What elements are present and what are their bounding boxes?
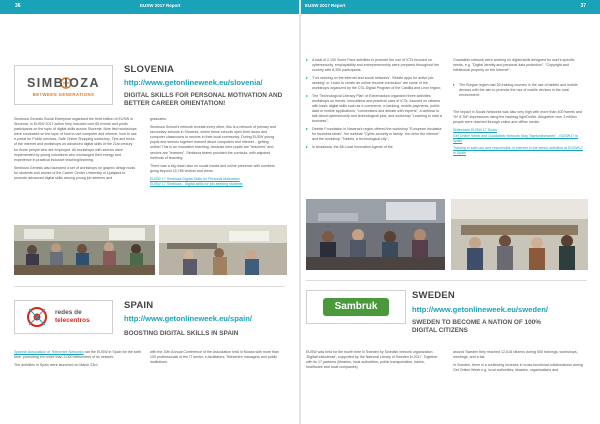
slovenia-heading: SLOVENIA <box>124 64 175 75</box>
spain-column-1 <box>14 350 144 371</box>
spain-activities-list-2 <box>453 83 586 101</box>
right-page <box>301 0 600 424</box>
list-item: The 'Technological Literacy Plan' of Extremadura organized three activities: workshops on trends, innovations and practical uses of ICTs, focused on citizens with basic digital skills such as e-commerce, e-banking, mobile payments, public data or mobile applications; "connections and debate with experts", a webinar to talk about cybersecurity and technological jobs, and workshop "Learning to start a business"; <box>306 94 442 124</box>
spain-subtitle: BOOSTING DIGITAL SKILLS IN SPAIN <box>124 330 239 337</box>
meeting-photo-image <box>451 199 588 270</box>
spain-paragraph: with the 10th Annual Conference of the Association held in Murcia with more than 100 professionals of the IT sector, e-facilitators, Telecentre managers and public institutions. <box>150 350 280 365</box>
spain-link[interactable]: Training in safe use and responsible of Internet in the senior activities at EUSW17 in Spain <box>453 145 583 155</box>
sambruk-logo-text: Sambruk <box>323 298 389 316</box>
right-page-header <box>301 0 600 14</box>
workshop-photo-image <box>14 225 155 275</box>
right-page-number: 37 <box>580 3 586 9</box>
spain-link[interactable]: Slideshare EUSW 17 Spain <box>453 128 497 133</box>
sweden-subtitle <box>412 319 541 335</box>
telecentros-logo-text: redes de <box>55 309 82 316</box>
list-item: The Burgos region had 26 training courses in the use of tablets and mobile devices with the aim to promote the use of mobile devices in the rural environment. <box>453 83 586 98</box>
spain-heading: SPAIN <box>124 300 154 311</box>
spain-url[interactable]: http://www.getonlineweek.eu/spain/ <box>124 314 252 323</box>
telecentros-logo-mark <box>23 303 51 331</box>
sweden-subtitle-line-1: SWEDEN TO BECOME A NATION OF 100% <box>412 319 541 326</box>
slovenia-paragraph: There was a big reach also on social media and online presence with numbers going beyond 15,786 visitors and views. <box>150 163 275 173</box>
left-page-header <box>0 0 299 14</box>
left-page <box>0 0 299 424</box>
sweden-paragraph: around Sweden they reached 12,618 citizens during 500 trainings, workshops, meetings, and a fair. <box>453 350 578 360</box>
spain-conference-photo-1 <box>306 199 445 270</box>
sambruk-logo <box>306 290 406 324</box>
conference-photo-image <box>306 199 445 270</box>
right-page-header-title: EUSW 2017 Report <box>305 3 346 8</box>
slovenia-video-link-2[interactable]: EUSW 17 Simbioza - Digital skills for job-seeking students <box>150 182 243 187</box>
left-page-header-title: EUSW 2017 Report <box>140 3 181 8</box>
spain-paragraph: Guadalinfo network were working on digital skills designed for user's specific needs, e.g. "Digital identity and personal data protection", "Copyright and intellectual property on the Internet". <box>453 58 575 73</box>
sweden-paragraph: EUSW was held for the fourth time in Sweden by Swedish network organization 'Digitalt inkluderad', supported by the National Library of Sweden in 2017. Together with its 17 partners (libraries, local authorities, public transportation, banks, healthcare and local companies) <box>306 350 438 370</box>
slovenia-paragraph: Simbioza Genesis Social Enterprise organised the third edition of EUSW in Slovenia. In EUSW 2017 action they included over 65 events and youth participants on the topic of digital skills across Slovenia. Nine field workshops were conducted on the topic of how to use computer and internet, how to use e-portal for Public services, Safe Online Shopping workshop, Tips and tricks of the internet and workshops on advanced digital skills of the 21st century for those people who are employed. All workshops with seniors were implemented by young volunteers who exchanged their energy and experience in practical inclusive teaching/learning. <box>14 117 137 162</box>
spain-paragraph: The impact in Social Networks was also very high with more than 400 tweets and 7k* 6.7M* impressions using the hashtag #getOnWe. Altogether over 3 million people were reached through online and offline media. <box>453 110 582 125</box>
slovenia-url[interactable]: http://www.getonlineweek.eu/slovenia/ <box>124 78 263 87</box>
redes-telecentros-logo <box>14 300 113 334</box>
slovenia-paragraph: Simbioza School's network reveals every other, this is a network of primary and secondary schools in Slovenia, where these schools open their doors and computer classrooms to seniors in their local community. During EUSW young pupils and seniors together learned about computers and internet – getting online! This is an innovative teaching, because here pupils are "teachers" and seniors are "learners". Simbioza teams provided the curricula, with adjusted methods of teaching. <box>150 125 276 160</box>
sweden-heading: SWEDEN <box>412 290 455 301</box>
slovenia-video-link-1[interactable]: EUSW 17 Simbioza Digital Skills for Personal Motivation <box>150 176 240 181</box>
telecentros-logo-subtext: telecentros <box>55 317 90 324</box>
simbioza-logo-text: SIMBIOZA <box>26 76 101 90</box>
slovenia-workshop-photo <box>14 225 155 275</box>
spain-activities-list <box>306 58 442 153</box>
slovenia-column-2 <box>150 117 280 187</box>
list-item: 'Tu's seeking on the internet and social networks', 'Mobile apps for active job-seeking' or 'Learn to create an online resume curriculum' are some of the workshops organized by the CSL Digital Program of the Castilla and Leon region; <box>306 76 442 91</box>
spain-paragraph: ran the EUSW in Spain for the sixth time, promoting it in more than 3,000 telecentres of its network. <box>14 350 142 360</box>
list-item: In Andalusia, the 68 Local Innovation Agents of the <box>306 145 442 150</box>
spain-paragraph: The activities in Spain were launched on March 23rd <box>14 363 98 368</box>
section-divider <box>14 286 285 287</box>
simbioza-logo-subtext: BETWEEN GENERATIONS <box>32 92 95 97</box>
section-divider <box>306 280 587 281</box>
slovenia-column-1 <box>14 117 137 184</box>
sweden-paragraph: In Sweden, there is a continuing increase in cross-functional collaborations during Get Online Week e.g. local authorities, libraries, organisations and <box>453 363 583 373</box>
slovenia-subtitle <box>124 92 282 108</box>
classroom-photo-image <box>159 225 287 275</box>
slovenia-subtitle-line-2: BETTER CAREER ORIENTATION! <box>124 100 226 107</box>
list-item: A total of 2,100 Score Face activities to promote the use of ICTs focused on cybersecurity, employability and entrepreneurship were prepared throughout the country with 8,300 participants. <box>306 58 442 73</box>
spain-link[interactable]: Get Online Week and Guadalinfo Network blog "#getonlineweek" - EUSW17 in Spain <box>453 134 578 144</box>
left-page-number: 36 <box>15 3 21 9</box>
sweden-subtitle-line-2: DIGITAL CITIZENS <box>412 327 468 334</box>
spain-association-link[interactable]: Spanish Association of Telecentre Networks <box>14 350 84 354</box>
spain-impact-text <box>453 110 586 156</box>
spain-conference-photo-2 <box>451 199 588 270</box>
sweden-url[interactable]: http://www.getonlineweek.eu/sweden/ <box>412 305 549 314</box>
slovenia-paragraph: Simbioza Genesis also launched a set of workshops on graphic design tools for students and alumni of the Career Center University of Ljubljana to promote advanced digital skills among young job seekers and <box>14 165 136 181</box>
spain-right-column <box>453 58 586 76</box>
sweden-column-1 <box>306 350 441 373</box>
slovenia-classroom-photo <box>159 225 287 275</box>
simbioza-logo <box>14 65 113 105</box>
slovenia-paragraph: graduates. <box>150 117 167 121</box>
sweden-column-2 <box>453 350 586 376</box>
spain-column-2 <box>150 350 280 368</box>
list-item: Deeble Foundation in Navarra's region offered the workshop "European Incubator for business ideas", the webinar "Cyber-security in family: You drive the internet" and the workshop "Tablets, a technological city"; <box>306 127 442 142</box>
slovenia-subtitle-line-1: DIGITAL SKILLS FOR PERSONAL MOTIVATION AND <box>124 92 283 99</box>
